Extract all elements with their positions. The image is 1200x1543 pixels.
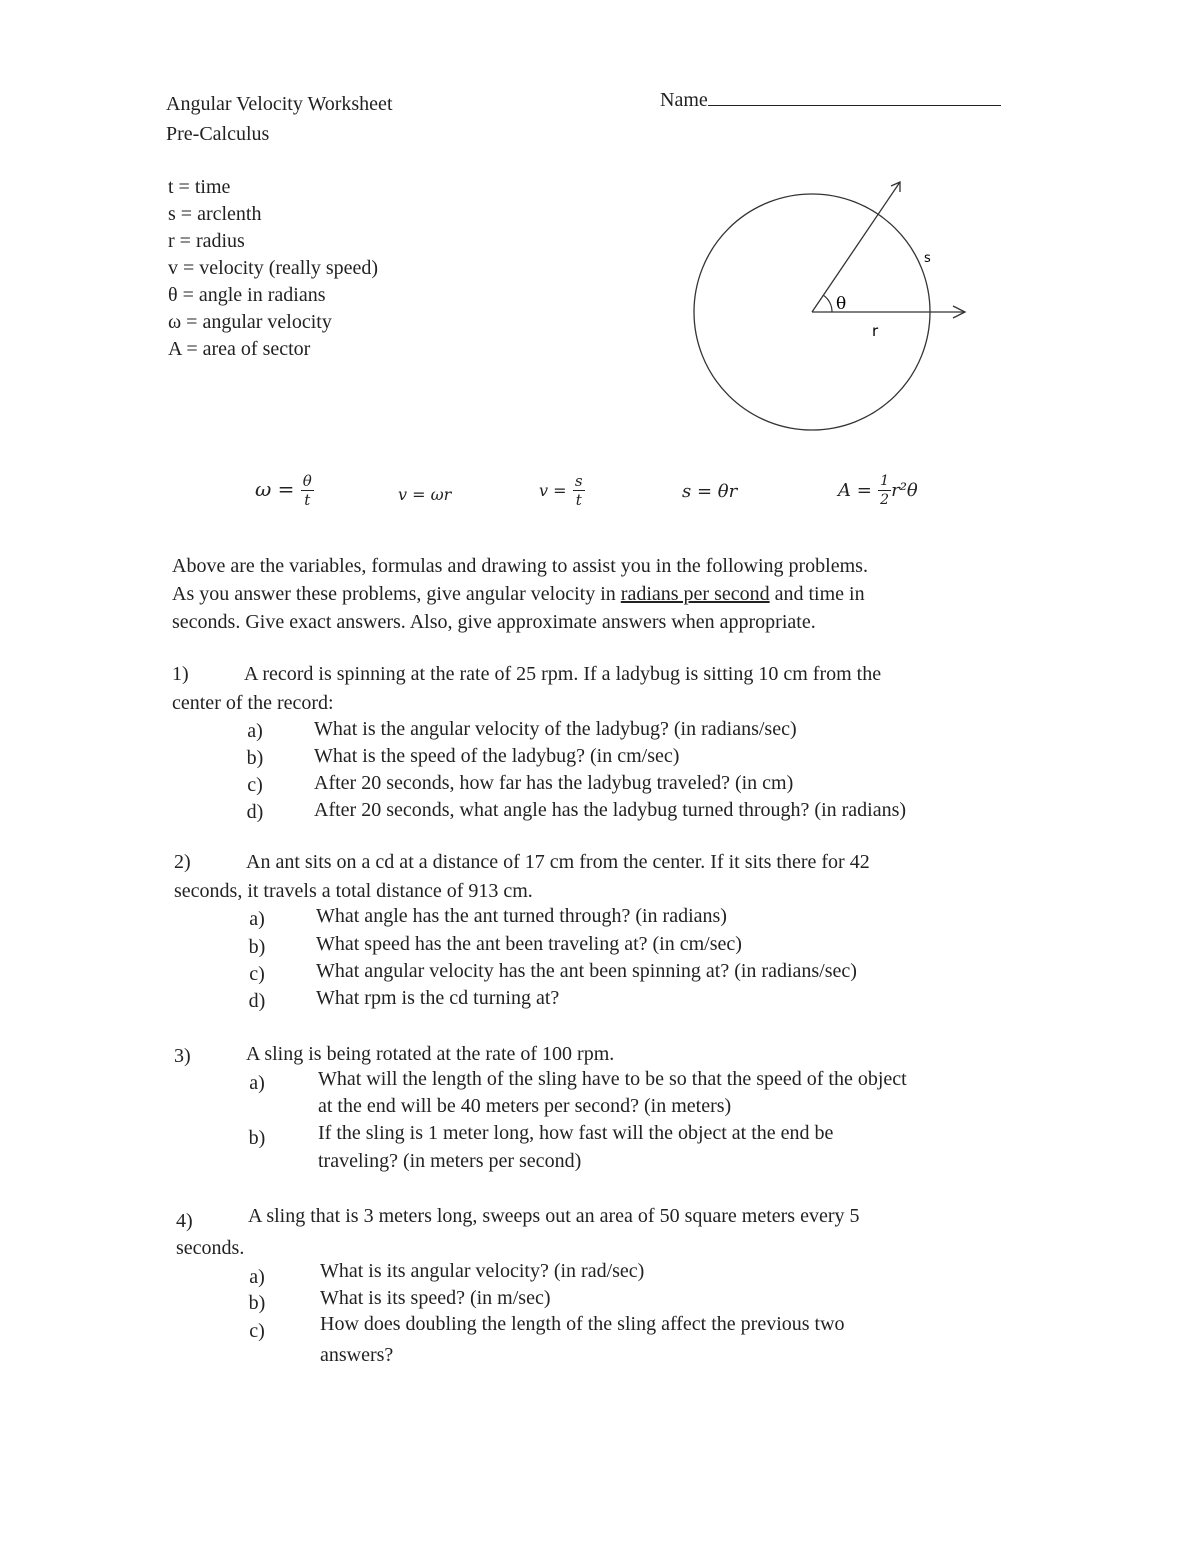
part-label: d) (248, 990, 266, 1012)
fraction (878, 472, 891, 509)
variable-item: v = velocity (really speed) (168, 257, 379, 279)
variable-item: t = time (168, 176, 231, 198)
name-label: Name (660, 89, 708, 111)
part-text: What is the speed of the ladybug? (in cm/sec) (314, 745, 680, 767)
part-label: a) (247, 720, 263, 742)
problem-number: 2) (174, 851, 191, 873)
variable-item: θ = angle in radians (168, 284, 326, 306)
part-label: a) (249, 908, 265, 930)
problem-3 (174, 1040, 1034, 1180)
fraction-denominator: t (575, 491, 582, 509)
problem-text: center of the record: (172, 692, 334, 714)
part-label: a) (249, 1072, 265, 1094)
fraction (301, 472, 314, 509)
part-text: What is its speed? (in m/sec) (320, 1287, 551, 1309)
part-text: What angular velocity has the ant been spinning at? (in radians/sec) (316, 960, 857, 982)
theta-label: θ (836, 294, 847, 314)
name-field[interactable] (660, 85, 1001, 115)
part-label: c) (249, 1320, 265, 1342)
part-text: What is its angular velocity? (in rad/sec) (320, 1260, 645, 1282)
problem-number: 4) (176, 1210, 193, 1232)
variable-item: r = radius (168, 230, 245, 252)
problem-number: 1) (172, 663, 189, 685)
sector-diagram (660, 170, 990, 450)
r-label: r (872, 322, 879, 340)
course-subtitle: Pre-Calculus (166, 123, 270, 145)
problem-text: seconds, it travels a total distance of 913 cm. (174, 880, 533, 902)
part-text: What will the length of the sling have to be so that the speed of the object (318, 1068, 907, 1090)
formula-rhs: r²θ (891, 480, 918, 501)
instructions-line (172, 580, 868, 608)
fraction (573, 472, 585, 509)
part-text: What angle has the ant turned through? (in radians) (316, 905, 727, 927)
part-label: c) (249, 963, 265, 985)
part-text: at the end will be 40 meters per second? (in meters) (318, 1095, 732, 1117)
variable-list (168, 174, 378, 363)
formula-lhs: v = (539, 481, 567, 500)
instructions (172, 552, 868, 636)
problem-1 (172, 660, 1032, 830)
terminal-ray (812, 182, 900, 312)
problem-4 (176, 1200, 1036, 1380)
part-label: b) (248, 936, 266, 958)
formula-linear-velocity: v = ωr (398, 485, 452, 504)
problem-text: A sling that is 3 meters long, sweeps out an area of 50 square meters every 5 (248, 1205, 860, 1227)
problem-2 (174, 848, 1034, 1018)
instructions-text: and time in (769, 583, 865, 605)
part-label: b) (246, 747, 264, 769)
formula-arclength: s = θr (682, 481, 738, 502)
fraction-numerator: s (574, 472, 583, 490)
worksheet-title: Angular Velocity Worksheet (166, 93, 393, 115)
instructions-line: seconds. Give exact answers. Also, give approximate answers when appropriate. (172, 611, 816, 633)
instructions-text: As you answer these problems, give angular velocity in (172, 583, 621, 605)
formula-angular-velocity (255, 472, 314, 509)
part-label: d) (246, 801, 264, 823)
part-text: If the sling is 1 meter long, how fast will the object at the end be (318, 1122, 834, 1144)
fraction-denominator: t (304, 491, 311, 509)
formula-sector-area (838, 472, 918, 509)
part-text: What rpm is the cd turning at? (316, 987, 560, 1009)
part-label: b) (248, 1292, 266, 1314)
fraction-denominator: 2 (880, 492, 890, 508)
formula-speed (539, 472, 585, 509)
fraction-numerator: θ (302, 472, 312, 490)
problem-number: 3) (174, 1045, 191, 1067)
variable-item: s = arclenth (168, 203, 262, 225)
part-text: traveling? (in meters per second) (318, 1150, 582, 1172)
part-label: a) (249, 1266, 265, 1288)
problem-text: A sling is being rotated at the rate of 100 rpm. (246, 1043, 615, 1065)
problem-text: seconds. (176, 1237, 245, 1259)
fraction-numerator: 1 (880, 473, 890, 489)
variable-item: ω = angular velocity (168, 311, 332, 333)
angle-arc (823, 295, 832, 312)
part-label: b) (248, 1127, 266, 1149)
part-text: answers? (320, 1344, 394, 1366)
part-text: What is the angular velocity of the ladybug? (in radians/sec) (314, 718, 797, 740)
part-text: What speed has the ant been traveling at? (in cm/sec) (316, 933, 742, 955)
instructions-line: Above are the variables, formulas and drawing to assist you in the following problems. (172, 555, 868, 577)
part-text: How does doubling the length of the sling affect the previous two (320, 1313, 845, 1335)
s-label: s (924, 251, 931, 266)
part-text: After 20 seconds, how far has the ladybug traveled? (in cm) (314, 772, 794, 794)
variable-item: A = area of sector (168, 338, 311, 360)
problem-text: A record is spinning at the rate of 25 rpm. If a ladybug is sitting 10 cm from the (244, 663, 882, 685)
instructions-underlined: radians per second (620, 583, 770, 605)
formula-lhs: A = (838, 480, 872, 501)
problem-text: An ant sits on a cd at a distance of 17 cm from the center. If it sits there for 42 (246, 851, 870, 873)
part-label: c) (247, 774, 263, 796)
part-text: After 20 seconds, what angle has the ladybug turned through? (in radians) (314, 799, 907, 821)
formula-lhs: ω = (255, 477, 295, 501)
name-blank-line[interactable] (708, 89, 1001, 106)
